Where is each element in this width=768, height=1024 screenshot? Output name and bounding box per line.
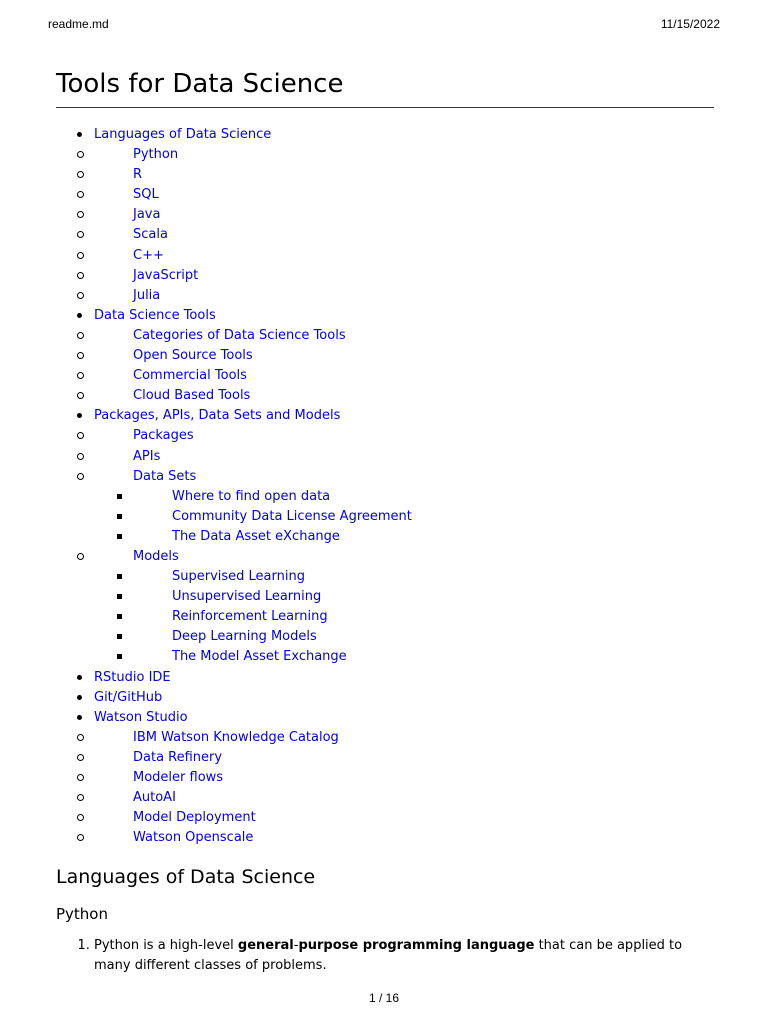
toc-link-packages-apis[interactable]: Packages, APIs, Data Sets and Models xyxy=(94,408,341,424)
header-filename: readme.md xyxy=(48,17,109,31)
toc-link-dax[interactable]: The Data Asset eXchange xyxy=(172,528,340,544)
header-date: 11/15/2022 xyxy=(660,17,720,31)
toc-link-git[interactable]: Git/GitHub xyxy=(94,689,163,705)
toc-item xyxy=(56,125,714,306)
toc-link-cloud[interactable]: Cloud Based Tools xyxy=(133,388,251,404)
page-title: Tools for Data Science xyxy=(56,60,714,108)
toc-link-modeler-flows[interactable]: Modeler flows xyxy=(133,770,224,785)
table-of-contents xyxy=(56,125,714,848)
toc-link-java[interactable]: Java xyxy=(133,207,161,223)
toc-item xyxy=(56,708,714,849)
page-number: 1 / 16 xyxy=(368,991,400,1005)
toc-item xyxy=(56,306,714,406)
toc-item xyxy=(56,668,714,688)
toc-link-models[interactable]: Models xyxy=(133,548,179,564)
toc-link-rstudio[interactable]: RStudio IDE xyxy=(94,669,171,685)
toc-item xyxy=(56,406,714,667)
toc-link-open-data[interactable]: Where to find open data xyxy=(172,488,331,504)
toc-link-data-refinery[interactable]: Data Refinery xyxy=(133,749,223,765)
toc-link-tools[interactable]: Data Science Tools xyxy=(94,307,216,323)
toc-link-supervised[interactable]: Supervised Learning xyxy=(172,569,305,585)
subsection-heading: Python xyxy=(56,905,108,924)
toc-link-scala[interactable]: Scala xyxy=(133,227,168,243)
toc-link-javascript[interactable]: JavaScript xyxy=(133,267,199,283)
section-heading: Languages of Data Science xyxy=(56,866,316,889)
toc-link-languages[interactable]: Languages of Data Science xyxy=(94,127,272,142)
toc-link-autoai[interactable]: AutoAI xyxy=(133,790,176,806)
document-body xyxy=(56,60,714,977)
list-item: 1. Python is a high-level general-purpose programming language that can be applied to many different classes of problems. xyxy=(94,936,714,976)
toc-link-cpp[interactable]: C++ xyxy=(133,247,164,263)
toc-link-model-deployment[interactable]: Model Deployment xyxy=(133,810,256,826)
toc-link-apis[interactable]: APIs xyxy=(133,448,161,464)
toc-link-cdla[interactable]: Community Data License Agreement xyxy=(172,508,412,524)
toc-link-commercial[interactable]: Commercial Tools xyxy=(133,368,247,384)
toc-link-python[interactable]: Python xyxy=(133,147,179,163)
numbered-list xyxy=(56,936,714,976)
toc-item xyxy=(56,688,714,708)
toc-link-unsupervised[interactable]: Unsupervised Learning xyxy=(172,589,322,605)
toc-link-julia[interactable]: Julia xyxy=(133,287,161,303)
toc-link-watson-studio[interactable]: Watson Studio xyxy=(94,709,188,725)
toc-link-wkc[interactable]: IBM Watson Knowledge Catalog xyxy=(133,729,339,745)
toc-link-deep-learning[interactable]: Deep Learning Models xyxy=(172,629,317,645)
toc-link-max[interactable]: The Model Asset Exchange xyxy=(172,649,347,665)
toc-link-packages[interactable]: Packages xyxy=(133,428,194,444)
toc-link-data-sets[interactable]: Data Sets xyxy=(133,468,197,484)
toc-link-sql[interactable]: SQL xyxy=(133,187,159,203)
toc-link-open-source[interactable]: Open Source Tools xyxy=(133,348,253,364)
toc-link-openscale[interactable]: Watson Openscale xyxy=(133,830,254,846)
toc-link-reinforcement[interactable]: Reinforcement Learning xyxy=(172,609,328,625)
toc-link-categories[interactable]: Categories of Data Science Tools xyxy=(133,327,346,343)
toc-link-r[interactable]: R xyxy=(133,167,143,183)
